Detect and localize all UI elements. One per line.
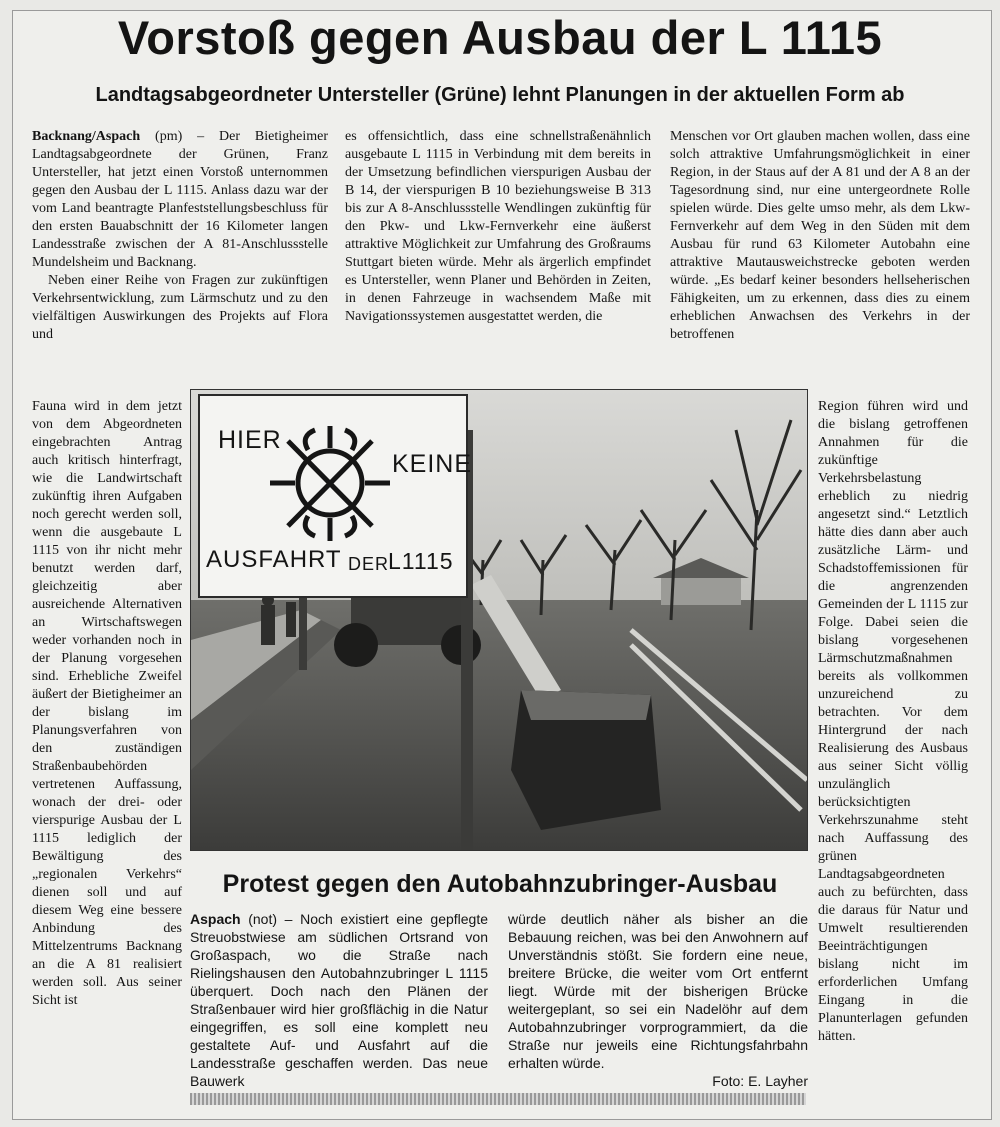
col1-paragraph-1: (pm) – Der Bietigheimer Landtagsabgeordnete der Grünen, Franz Untersteller, hat jetzt einen Vorstoß unternommen gegen den Ausbau der L 1115. Anlass dazu war der vom Land beantragte Planfeststellungsbeschluss für den ersten Bauabschnitt der 16 Kilometer langen Landesstraße zwischen der A 81-Anschlussstelle Mundelsheim und Backnang. — [32, 129, 328, 270]
sidebar-text-1: (not) – Noch existiert eine gepflegte Streuobstwiese am südlichen Ortsrand von Großaspach, wo die Straße nach Rielingshausen den Autobahnzubringer L 1115 überquert. Doch nach den Plänen der Straßenbauer wird hier großflächig in die Natur eingegriffen, es soll eine komplett neu gestaltete Auf- und Ausfahrt auf die Landesstraße geschaffen werden. Das neue Bauwerk — [190, 911, 489, 1089]
sidebar-column-1 — [190, 910, 488, 1090]
sidebar-title: Protest gegen den Autobahnzubringer-Ausbau — [222, 870, 778, 898]
sign-text-keine: KEINE — [392, 450, 473, 478]
photo-credit: Foto: E. Layher — [712, 1073, 808, 1089]
protest-sign — [198, 394, 473, 598]
article-column-3: Menschen vor Ort glauben machen wollen, dass eine solch attraktive Umfahrungsmöglichkeit in einer Region, in der Staus auf der A 81 und der A 8 an der Tagesordnung sind, nur eine untergeordnete Rolle spielen würde. Dies gelte umso mehr, als dem Lkw-Fernverkehr auf dem Weg in den Süden mit dem Ausbau für rund 63 Kilometer Autobahn eine attraktive Mautausweichstrecke geboten werden würde. „Es bedarf keiner besonders hellseherischen Fähigkeiten, um zu erkennen, dass dies zu einem erheblichen Anwachsen des Verkehrs in der betroffenen — [670, 129, 970, 342]
sidebar-text-2: würde deutlich näher als bisher an die Bebauung reichen, was bei den Anwohnern auf Unverständnis stößt. Sie fordern eine neue, breitere Brücke, die weiter vom Ort entfernt liegt. Würde mit der bisherigen Brücke weitergeplant, so sei ein Nadelöhr auf dem Autobahnzubringer vorprogrammiert, da die Straße nur jeweils eine Richtungsfahrbahn erhalten würde. — [508, 911, 808, 1071]
article-column-1 — [32, 128, 328, 344]
headline: Vorstoß gegen Ausbau der L 1115 — [117, 11, 883, 64]
paragraph-1 — [32, 128, 328, 272]
article-column-3-narrow: Region führen wird und die bislang getroffenen Annahmen für die zukünftige Verkehrsbelastung erheblich zu niedrig angesetzt sind.“ Letztlich hätte dies dann aber auch zusätzliche Lärm- und Schadstoffemissionen für die angrenzenden Gemeinden der L 1115 zur Folge. Dabei seien die bislang vorgesehenen Lärmschutzmaßnahmen bereits als vollkommen unzureichend zu betrachten. Vor dem Hintergrund der nach Realisierung des Ausbaus aus seiner Sicht völlig unzulänglich berücksichtigten Verkehrszunahme steht nach Auffassung des grünen Landtagsabgeordneten auch zu befürchten, dass die daraus für Natur und Umwelt resultierenden Beeinträchtigungen bislang nicht im erforderlichen Umfang Eingang in die Planunterlagen gefunden hätten. — [818, 399, 968, 1044]
article-column-1-narrow: Fauna wird in dem jetzt von dem Abgeordneten eingebrachten Antrag auch kritisch hinterfragt, wie die Landwirtschaft zukünftig ihren Aufgaben noch gerecht werden soll, wenn die ausgebaute L 1115 von ihr nicht mehr benutzt werden darf, gleichzeitig aber ausreichende Alternativen an Wirtschaftswegen weder vorhanden noch in der Planung vorgesehen sind. Erhebliche Zweifel äußert der Bietigheimer an der bislang im Planungsverfahren von den zuständigen Straßenbaubehörden vertretenen Auffassung, wonach der drei- oder vierspurige Ausbau der L 1115 lediglich der Bewältigung des „regionalen Verkehrs“ dienen soll und auf diesem Weg eine bessere Anbindung des Mittelzentrums Backnang an die A 81 realisiert werden soll. Aus seiner Sicht ist — [32, 399, 182, 1008]
article-column-2: es offensichtlich, dass eine schnellstraßenähnlich ausgebaute L 1115 in Verbindung mit dem bereits in der Umsetzung befindlichen vierspurigen Ausbau der B 14, der vierspurigen B 10 beziehungsweise B 313 bis zur A 8-Anschlussstelle Wendlingen zukünftig für den Pkw- und Lkw-Fernverkehr eine äußerst attraktive Möglichkeit zur Umfahrung des Großraums Stuttgart bieten würde. Mehr als ärgerlich empfindet es Untersteller, wenn Planer und Behörden in Zeiten, in denen Fahrzeuge in wachsendem Maße mit Navigationssystemen ausgestattet werden, die — [345, 129, 651, 324]
sign-text-road: L1115 — [388, 548, 454, 574]
dateline: Backnang/Aspach — [32, 129, 141, 144]
bottom-rule — [190, 1093, 806, 1105]
col1-paragraph-2: Neben einer Reihe von Fragen zur zukünftigen Verkehrsentwicklung, zum Lärmschutz und zu den vielfältigen Auswirkungen des Projekts auf Flora und — [32, 273, 328, 342]
sidebar-column-2 — [508, 910, 808, 1090]
sign-text-der: DER — [348, 554, 390, 574]
crossed-interchange-icon — [270, 426, 390, 541]
sign-text-ausfahrt: AUSFAHRT — [206, 546, 342, 573]
subheadline: Landtagsabgeordneter Untersteller (Grüne) lehnt Planungen in der aktuellen Form ab — [95, 84, 905, 106]
sign-post-left — [299, 590, 307, 670]
sidebar-dateline: Aspach — [190, 911, 241, 927]
sign-text-hier: HIER — [218, 426, 282, 454]
